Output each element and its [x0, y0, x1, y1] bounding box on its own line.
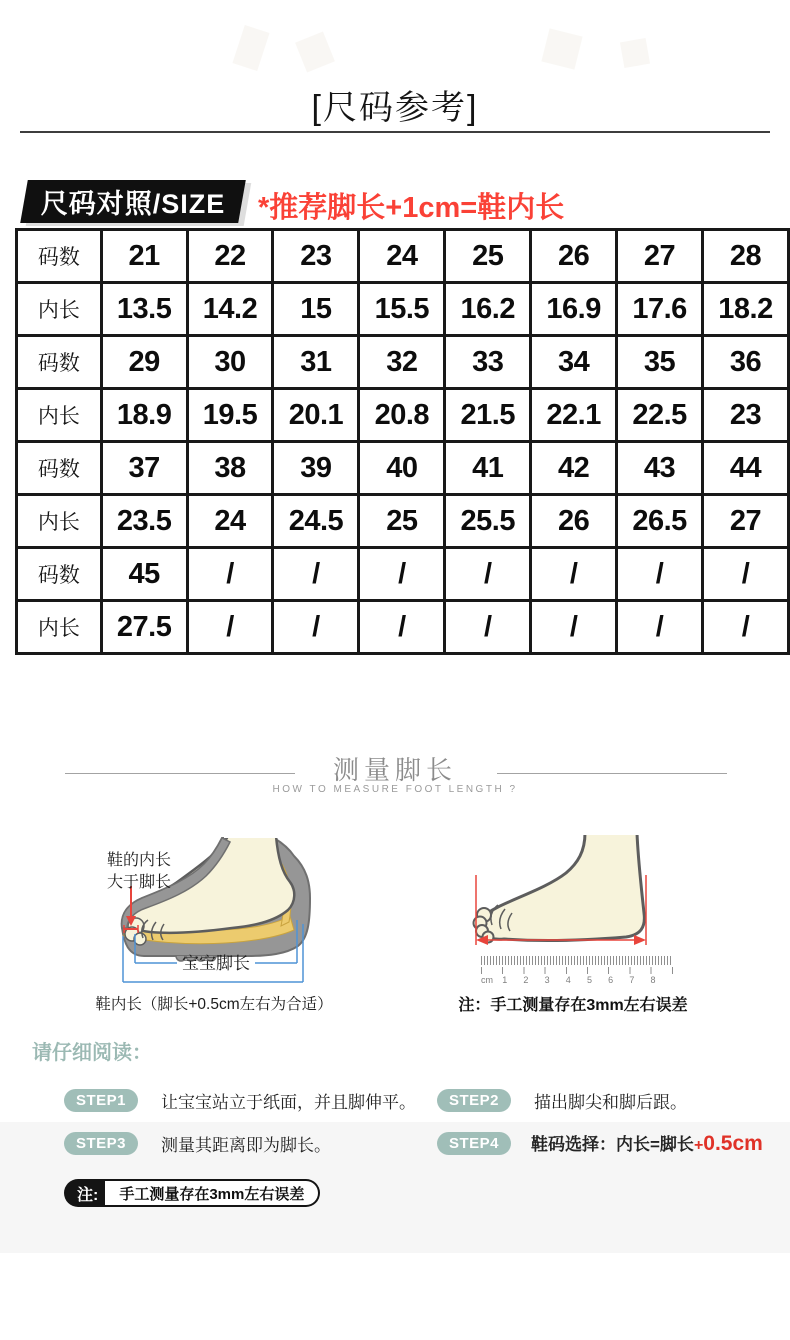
size-cell: 13.5 — [101, 283, 187, 336]
foot-measure-diagram — [468, 833, 680, 958]
ghost-product-image — [541, 28, 582, 69]
size-cell: 43 — [617, 442, 703, 495]
size-cell: 40 — [359, 442, 445, 495]
row-header: 码数 — [17, 230, 102, 283]
size-cell: 14.2 — [187, 283, 273, 336]
size-cell: 24.5 — [273, 495, 359, 548]
size-cell: 20.1 — [273, 389, 359, 442]
size-cell: 36 — [703, 336, 789, 389]
size-cell: 25 — [445, 230, 531, 283]
size-cell: 17.6 — [617, 283, 703, 336]
size-cell: / — [445, 548, 531, 601]
row-header: 内长 — [17, 283, 102, 336]
size-cell: 26 — [531, 230, 617, 283]
table-row — [17, 336, 789, 389]
size-cell: 27 — [703, 495, 789, 548]
size-cell: 31 — [273, 336, 359, 389]
row-header: 内长 — [17, 389, 102, 442]
size-cell: 16.9 — [531, 283, 617, 336]
size-cell: / — [445, 601, 531, 654]
page-title: [尺码参考] — [311, 89, 479, 127]
size-cell: 26 — [531, 495, 617, 548]
read-carefully-heading: 请仔细阅读： — [32, 1042, 152, 1064]
measure-section-title: 测量脚长 — [332, 755, 457, 785]
step-2-badge: STEP2 — [437, 1089, 511, 1112]
size-cell: 38 — [187, 442, 273, 495]
ghost-product-image — [620, 38, 650, 68]
ghost-product-image — [295, 32, 335, 73]
size-cell: 18.2 — [703, 283, 789, 336]
note-badge: 注: — [64, 1179, 105, 1207]
size-cell: 23 — [703, 389, 789, 442]
size-cell: 22.5 — [617, 389, 703, 442]
row-header: 码数 — [17, 548, 102, 601]
cm-ruler — [481, 956, 673, 985]
step-4-text — [531, 1130, 763, 1156]
size-cell: 15 — [273, 283, 359, 336]
size-cell: 18.9 — [101, 389, 187, 442]
size-cell: / — [703, 548, 789, 601]
step-1 — [64, 1088, 416, 1112]
shoe-inner-length-note — [107, 850, 171, 895]
right-diagram-caption: 注：手工测量存在3mm左右误差 — [458, 997, 688, 1014]
table-row — [17, 283, 789, 336]
ruler-label: 1 — [502, 975, 508, 985]
step-1-text: 让宝宝站立于纸面，并且脚伸平。 — [161, 1092, 416, 1112]
step-4 — [437, 1131, 763, 1155]
size-cell: 16.2 — [445, 283, 531, 336]
table-row — [17, 548, 789, 601]
size-cell: 25 — [359, 495, 445, 548]
size-banner-note: *推荐脚长+1cm=鞋内长 — [258, 192, 565, 224]
size-cell: 41 — [445, 442, 531, 495]
note-line-1: 鞋的内长 — [107, 852, 172, 869]
size-cell: 29 — [101, 336, 187, 389]
table-row — [17, 601, 789, 654]
divider — [20, 131, 770, 133]
step-2-text: 描出脚尖和脚后跟。 — [534, 1092, 687, 1112]
ruler-label: 5 — [586, 975, 592, 985]
size-cell: 37 — [101, 442, 187, 495]
step-3-badge: STEP3 — [64, 1132, 138, 1155]
step-4-highlight: 0.5cm — [703, 1132, 763, 1155]
size-cell: 22 — [187, 230, 273, 283]
ruler-label: 3 — [544, 975, 550, 985]
size-cell: 27.5 — [101, 601, 187, 654]
size-cell: 24 — [187, 495, 273, 548]
row-header: 码数 — [17, 336, 102, 389]
size-cell: 15.5 — [359, 283, 445, 336]
size-cell: / — [703, 601, 789, 654]
size-cell: / — [617, 601, 703, 654]
size-cell: / — [187, 601, 273, 654]
size-cell: 34 — [531, 336, 617, 389]
size-cell: 24 — [359, 230, 445, 283]
size-cell: 21.5 — [445, 389, 531, 442]
size-cell: 23 — [273, 230, 359, 283]
size-cell: 27 — [617, 230, 703, 283]
baby-foot-length-label: 宝宝脚长 — [182, 954, 250, 973]
ruler-cm-ticks — [481, 967, 673, 974]
size-cell: / — [273, 601, 359, 654]
size-cell: 33 — [445, 336, 531, 389]
table-row — [17, 495, 789, 548]
size-cell: 28 — [703, 230, 789, 283]
table-row — [17, 389, 789, 442]
ghost-product-image — [232, 25, 269, 71]
size-cell: 25.5 — [445, 495, 531, 548]
size-cell: / — [617, 548, 703, 601]
size-cell: / — [359, 548, 445, 601]
ruler-fine-ticks — [481, 956, 673, 965]
table-row — [17, 442, 789, 495]
size-cell: 35 — [617, 336, 703, 389]
ruler-label: cm — [481, 975, 493, 985]
size-cell: 42 — [531, 442, 617, 495]
row-header: 内长 — [17, 601, 102, 654]
size-cell: 19.5 — [187, 389, 273, 442]
size-cell: 32 — [359, 336, 445, 389]
size-cell: 22.1 — [531, 389, 617, 442]
size-cell: 23.5 — [101, 495, 187, 548]
size-cell: / — [531, 548, 617, 601]
step-4-plus: + — [693, 1137, 704, 1154]
size-cell: 39 — [273, 442, 359, 495]
size-cell: / — [359, 601, 445, 654]
size-cell: 26.5 — [617, 495, 703, 548]
left-diagram-caption: 鞋内长（脚长+0.5cm左右为合适） — [95, 996, 333, 1013]
size-cell: 20.8 — [359, 389, 445, 442]
size-cell: 44 — [703, 442, 789, 495]
ruler-label: 2 — [523, 975, 529, 985]
size-banner — [20, 180, 246, 223]
size-cell: / — [531, 601, 617, 654]
ruler-labels — [481, 975, 673, 985]
size-banner-label: 尺码对照/SIZE — [40, 189, 226, 219]
step-3-text: 测量其距离即为脚长。 — [161, 1135, 331, 1155]
ruler-label: 4 — [565, 975, 571, 985]
measurement-note — [64, 1179, 320, 1207]
size-cell: 45 — [101, 548, 187, 601]
measure-section-subtitle: HOW TO MEASURE FOOT LENGTH ? — [272, 784, 518, 795]
step-3 — [64, 1131, 331, 1155]
note-text: 手工测量存在3mm左右误差 — [105, 1179, 320, 1207]
note-line-2: 大于脚长 — [107, 874, 172, 892]
size-table — [15, 228, 790, 655]
step-4-text-main: 鞋码选择：内长=脚长 — [531, 1135, 694, 1154]
step-2 — [437, 1088, 687, 1112]
size-cell: / — [273, 548, 359, 601]
size-cell: 30 — [187, 336, 273, 389]
row-header: 码数 — [17, 442, 102, 495]
ruler-label: 6 — [608, 975, 614, 985]
ruler-label: 7 — [629, 975, 635, 985]
size-cell: 21 — [101, 230, 187, 283]
step-4-badge: STEP4 — [437, 1132, 511, 1155]
table-row — [17, 230, 789, 283]
row-header: 内长 — [17, 495, 102, 548]
ruler-label: 8 — [650, 975, 656, 985]
size-cell: / — [187, 548, 273, 601]
step-1-badge: STEP1 — [64, 1089, 138, 1112]
